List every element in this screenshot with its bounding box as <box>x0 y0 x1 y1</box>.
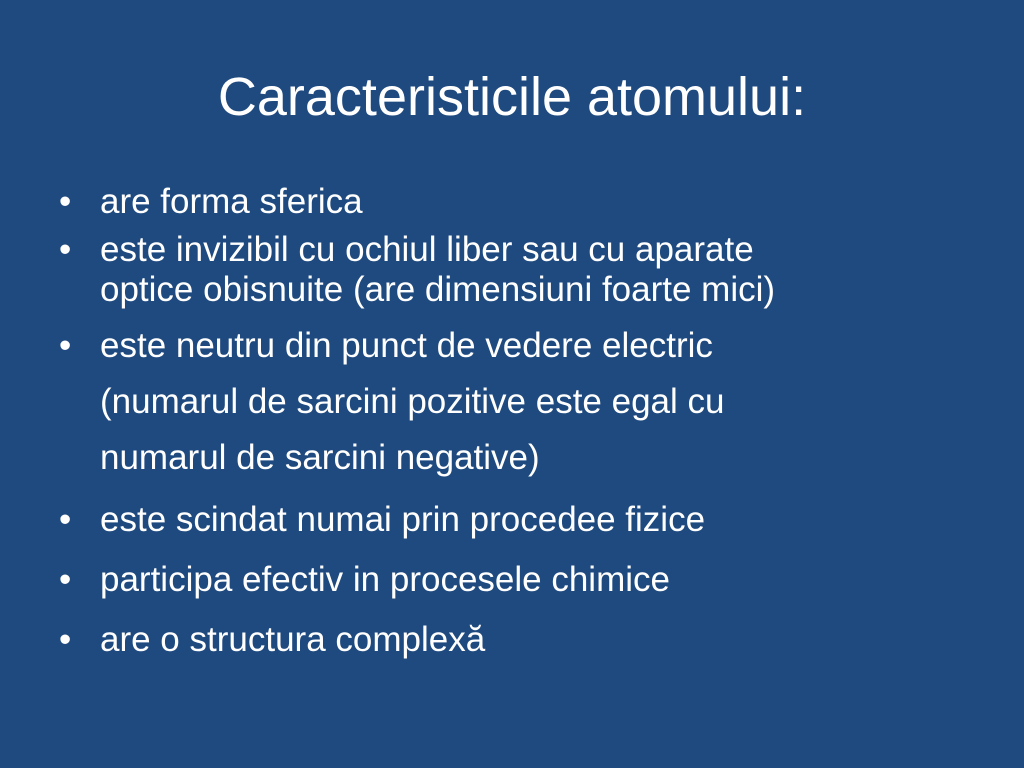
bullet-line: este invizibil cu ochiul liber sau cu aparate <box>100 230 754 269</box>
slide-title: Caracteristicile atomului: <box>217 67 807 127</box>
bullet-icon: • <box>59 182 72 221</box>
bullet-item <box>56 552 956 608</box>
bullet-item <box>56 180 956 224</box>
bullet-item <box>56 492 956 548</box>
bullet-icon: • <box>59 326 72 365</box>
bullet-list <box>56 180 956 668</box>
bullet-line: are o structura complexă <box>100 620 486 659</box>
bullet-line: este scindat numai prin procedee fizice <box>100 500 706 539</box>
bullet-line: optice obisnuite (are dimensiuni foarte mici) <box>100 270 776 309</box>
bullet-line: are forma sferica <box>100 182 363 221</box>
bullet-item <box>56 612 956 668</box>
bullet-icon: • <box>59 560 72 599</box>
bullet-icon: • <box>59 230 72 269</box>
bullet-icon: • <box>59 500 72 539</box>
bullet-icon: • <box>59 620 72 659</box>
bullet-line: este neutru din punct de vedere electric <box>100 326 713 365</box>
bullet-item <box>56 230 956 310</box>
bullet-line: participa efectiv in procesele chimice <box>100 560 670 599</box>
bullet-line: numarul de sarcini negative) <box>100 438 540 477</box>
bullet-line: (numarul de sarcini pozitive este egal cu <box>100 382 725 421</box>
bullet-item <box>56 318 956 486</box>
